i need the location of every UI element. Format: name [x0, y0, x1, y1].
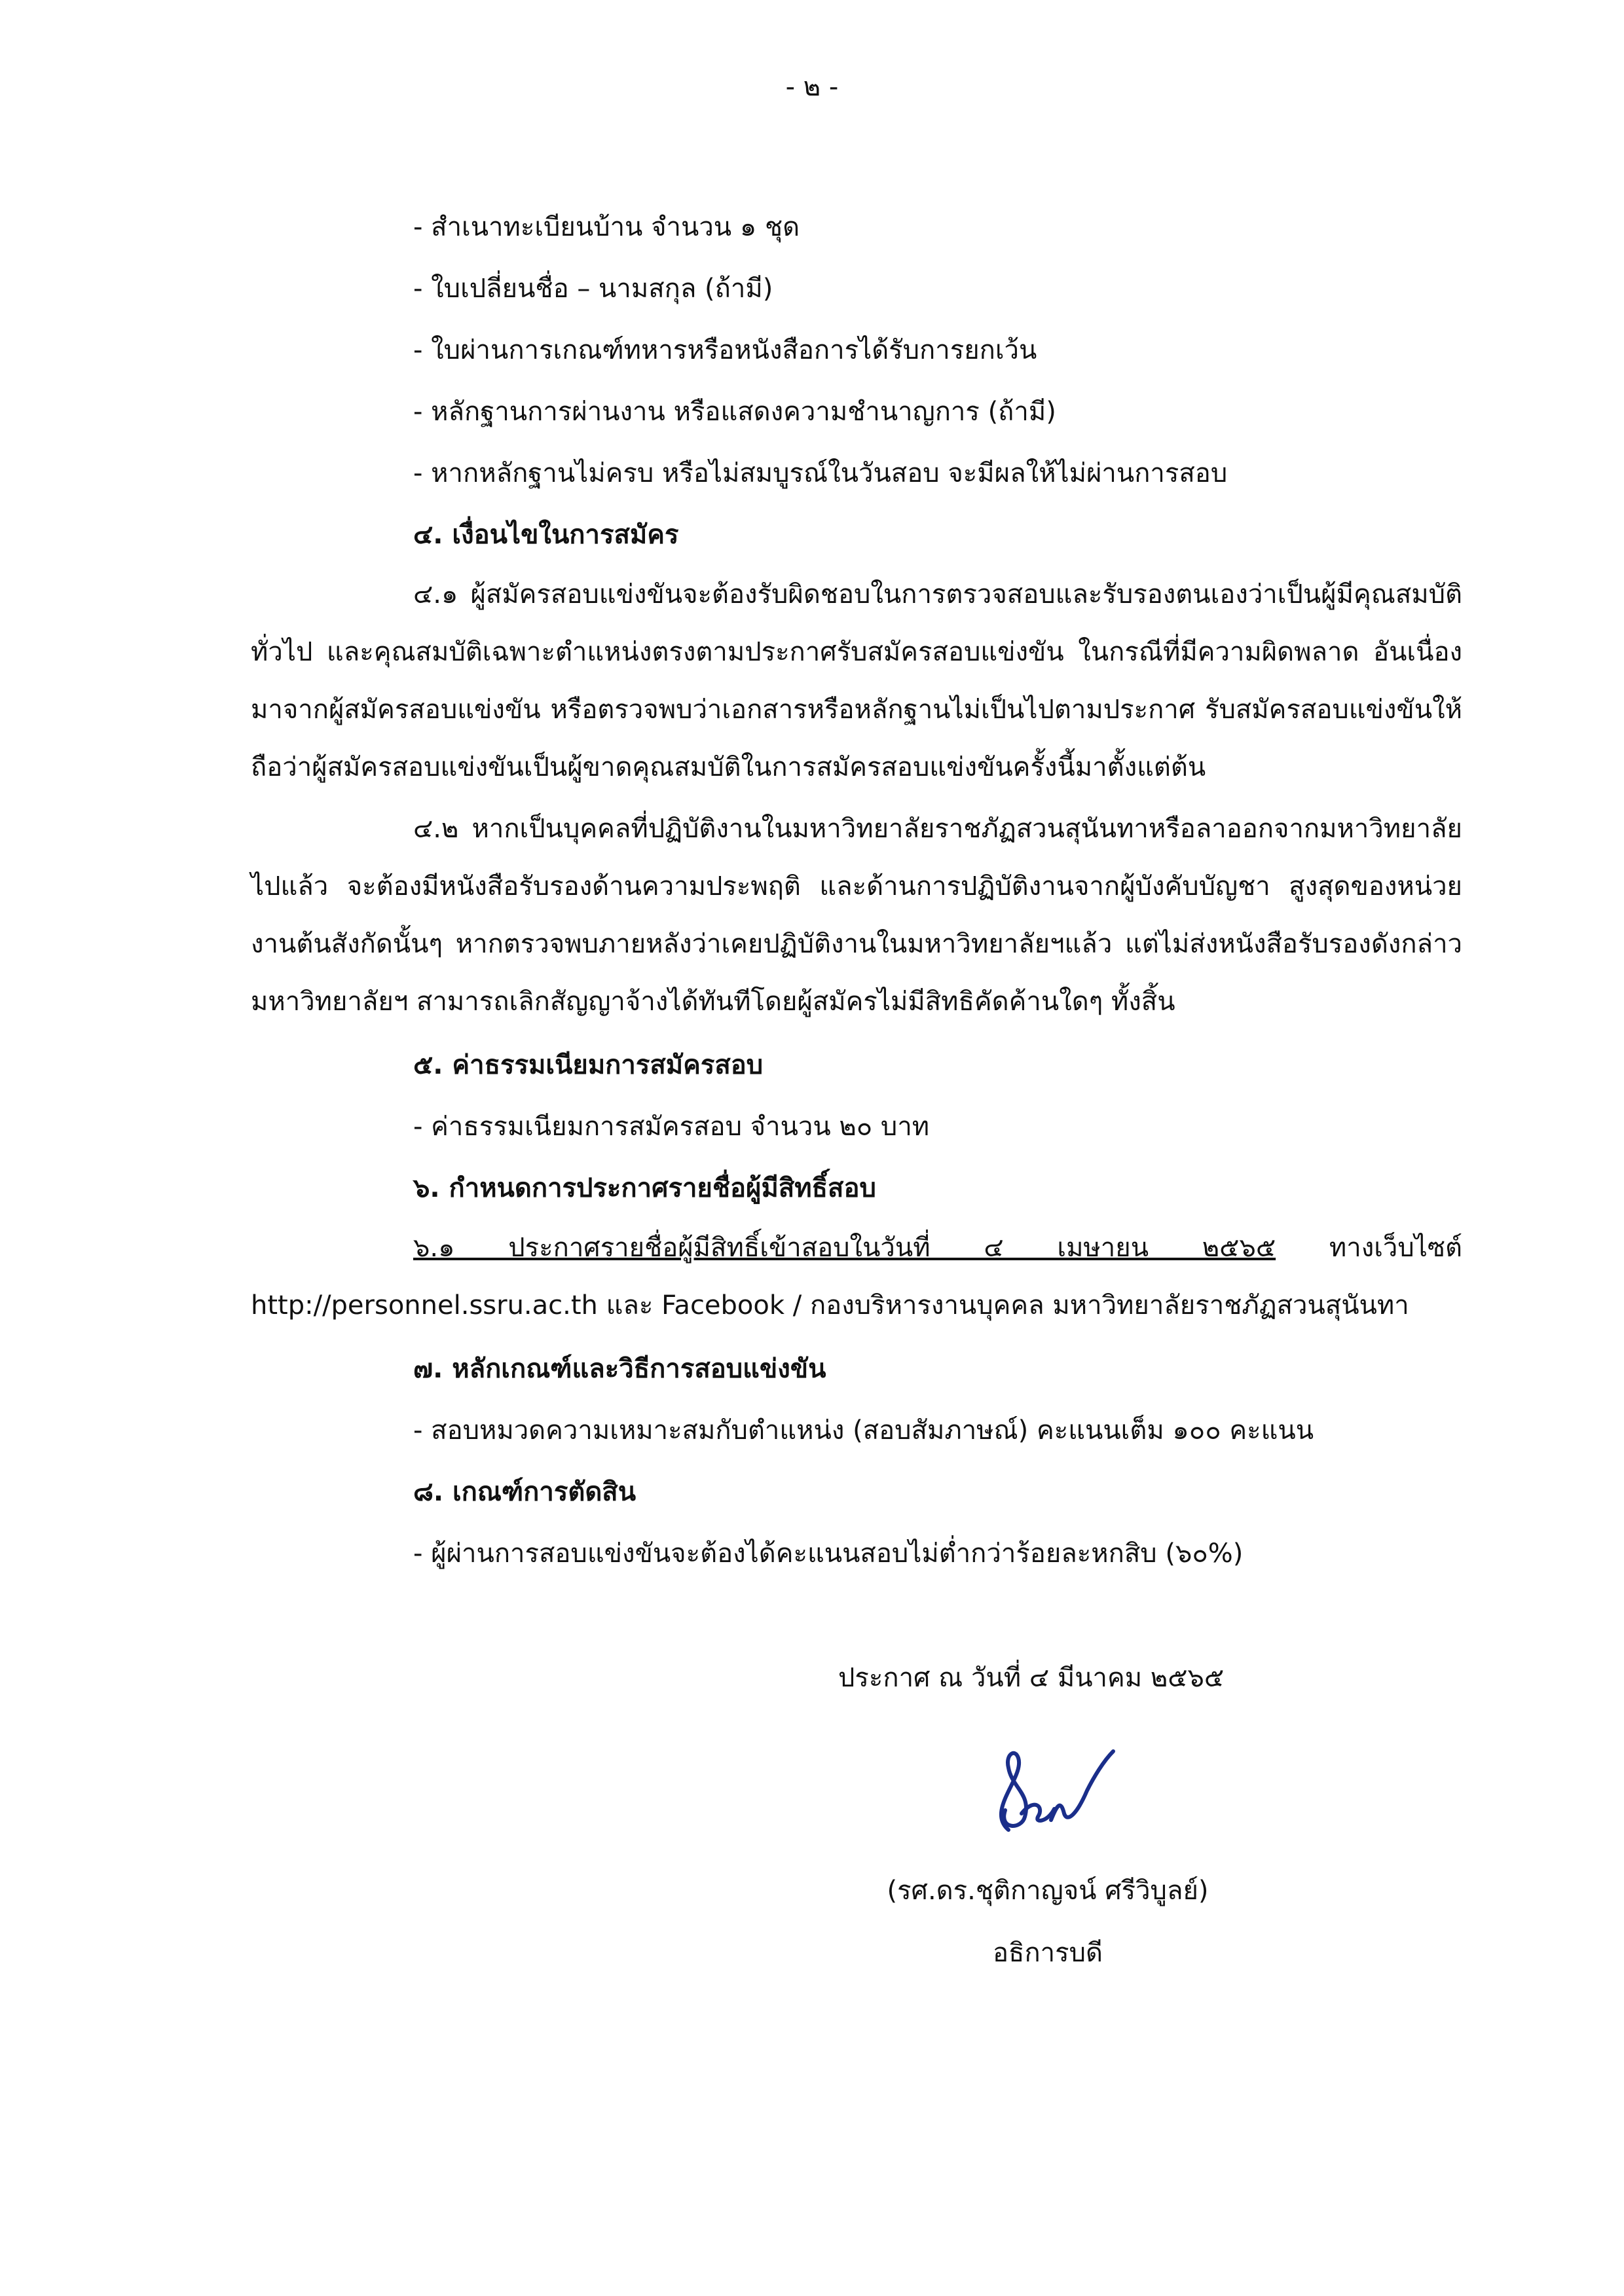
signature-icon	[946, 1732, 1143, 1850]
signer-name: (รศ.ดร.ชุติกาญจน์ ศรีวิบูลย์)	[887, 1876, 1209, 1906]
signer-title: อธิการบดี	[993, 1938, 1103, 1968]
section7-heading: ๗. หลักเกณฑ์และวิธีการสอบแข่งขัน	[413, 1354, 826, 1384]
doc-item-house-registration: - สำเนาทะเบียนบ้าน จำนวน ๑ ชุด	[413, 212, 800, 242]
section8-item: - ผู้ผ่านการสอบแข่งขันจะต้องได้คะแนนสอบไม่ต่ำกว่าร้อยละหกสิบ (๖๐%)	[413, 1539, 1244, 1569]
section4-heading: ๔. เงื่อนไขในการสมัคร	[413, 520, 679, 550]
section5-fee-item: - ค่าธรรมเนียมการสมัครสอบ จำนวน ๒๐ บาท	[413, 1112, 930, 1142]
document-body	[251, 196, 1462, 1584]
section8-heading: ๘. เกณฑ์การตัดสิน	[413, 1477, 637, 1507]
section6-announcement-date: ๖.๑ ประกาศรายชื่อผู้มีสิทธิ์เข้าสอบในวันที่ ๔ เมษายน ๒๕๖๕	[413, 1233, 1276, 1263]
section7-item: - สอบหมวดความเหมาะสมกับตำแหน่ง (สอบสัมภาษณ์) คะแนนเต็ม ๑๐๐ คะแนน	[413, 1415, 1314, 1446]
announcement-date: ประกาศ ณ วันที่ ๔ มีนาคม ๒๕๖๕	[838, 1663, 1225, 1693]
doc-item-name-change: - ใบเปลี่ยนชื่อ – นามสกุล (ถ้ามี)	[413, 274, 773, 304]
doc-item-work-evidence: - หลักฐานการผ่านงาน หรือแสดงความชำนาญการ (ถ้ามี)	[413, 397, 1056, 427]
section6-website-text: ทางเว็บไซต์ http://personnel.ssru.ac.th และ Facebook / กองบริหารงานบุคคล มหาวิทยาลัยราชภัฏสวนสุนันทา	[251, 1233, 1462, 1321]
section6-heading: ๖. กำหนดการประกาศรายชื่อผู้มีสิทธิ์สอบ	[413, 1173, 876, 1203]
signature-image	[946, 1732, 1143, 1850]
section6-paragraph	[251, 1219, 1462, 1334]
section4-paragraph-1: ๔.๑ ผู้สมัครสอบแข่งขันจะต้องรับผิดชอบในการตรวจสอบและรับรองตนเองว่าเป็นผู้มีคุณสมบัติทั่วไป และคุณสมบัติเฉพาะตำแหน่งตรงตามประกาศรับสมัครสอบแข่งขัน ในกรณีที่มีความผิดพลาด อันเนื่องมาจากผู้สมัครสอบแข่งขัน หรือตรวจพบว่าเอกสารหรือหลักฐานไม่เป็นไปตามประกาศ รับสมัครสอบแข่งขันให้ถือว่าผู้สมัครสอบแข่งขันเป็นผู้ขาดคุณสมบัติในการสมัครสอบแข่งขันครั้งนี้มาตั้งแต่ต้น	[251, 579, 1462, 782]
section5-heading: ๕. ค่าธรรมเนียมการสมัครสอบ	[413, 1050, 764, 1080]
section4-paragraph-2: ๔.๒ หากเป็นบุคคลที่ปฏิบัติงานในมหาวิทยาลัยราชภัฏสวนสุนันทาหรือลาออกจากมหาวิทยาลัยไปแล้ว จะต้องมีหนังสือรับรองด้านความประพฤติ และด้านการปฏิบัติงานจากผู้บังคับบัญชา สูงสุดของหน่วยงานต้นสังกัดนั้นๆ หากตรวจพบภายหลังว่าเคยปฏิบัติงานในมหาวิทยาลัยฯแล้ว แต่ไม่ส่งหนังสือรับรองดังกล่าวมหาวิทยาลัยฯ สามารถเลิกสัญญาจ้างได้ทันทีโดยผู้สมัครไม่มีสิทธิคัดค้านใดๆ ทั้งสิ้น	[251, 814, 1462, 1017]
doc-item-military: - ใบผ่านการเกณฑ์ทหารหรือหนังสือการได้รับการยกเว้น	[413, 335, 1037, 365]
doc-item-incomplete-warning: - หากหลักฐานไม่ครบ หรือไม่สมบูรณ์ในวันสอบ จะมีผลให้ไม่ผ่านการสอบ	[413, 458, 1228, 488]
page-number: - ๒ -	[785, 72, 839, 102]
